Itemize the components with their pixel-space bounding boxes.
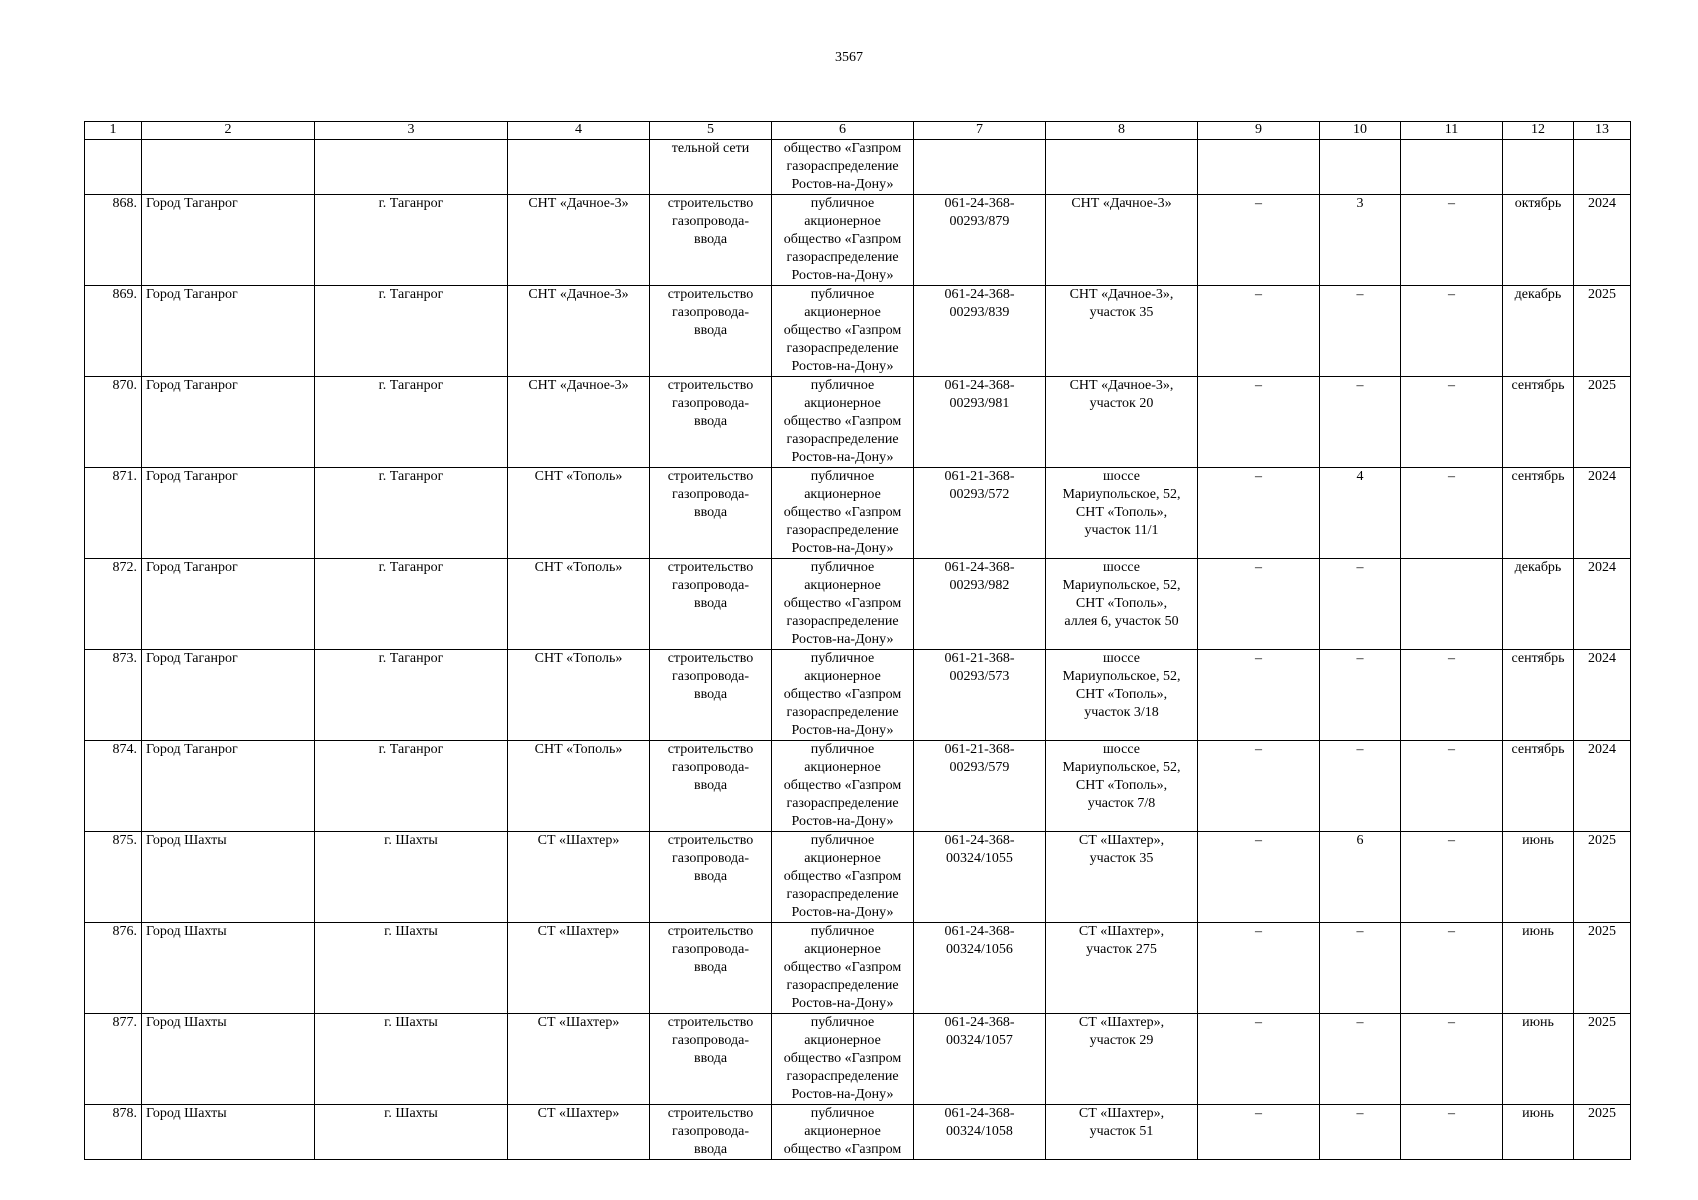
work-type-cell: строительство газопровода- ввода xyxy=(650,195,772,286)
register-table xyxy=(84,121,1631,1160)
object-cell: СНТ «Дачное-3» xyxy=(508,286,650,377)
organization-cell: публичное акционерное общество «Газпром газораспределение Ростов-на-Дону» xyxy=(772,650,914,741)
year-cell: 2024 xyxy=(1574,650,1631,741)
continued-row xyxy=(85,140,1631,195)
table-cell xyxy=(1320,140,1401,195)
month-cell: октябрь xyxy=(1503,195,1574,286)
table-cell xyxy=(1503,140,1574,195)
column-number-row xyxy=(85,122,1631,140)
settlement-cell: г. Таганрог xyxy=(315,741,508,832)
column-number: 13 xyxy=(1574,122,1631,140)
year-cell: 2025 xyxy=(1574,1105,1631,1160)
year-cell: 2025 xyxy=(1574,832,1631,923)
column-number: 12 xyxy=(1503,122,1574,140)
table-row xyxy=(85,286,1631,377)
address-cell: шоссе Мариупольское, 52, СНТ «Тополь», аллея 6, участок 50 xyxy=(1046,559,1198,650)
year-cell: 2024 xyxy=(1574,741,1631,832)
registry-code-cell: 061-24-368- 00293/879 xyxy=(914,195,1046,286)
column-11-cell xyxy=(1401,559,1503,650)
settlement-cell: г. Таганрог xyxy=(315,195,508,286)
row-number-cell: 874. xyxy=(85,741,142,832)
district-cell: Город Шахты xyxy=(142,923,315,1014)
column-11-cell: – xyxy=(1401,1014,1503,1105)
column-number: 9 xyxy=(1198,122,1320,140)
month-cell: сентябрь xyxy=(1503,741,1574,832)
registry-code-cell: 061-24-368- 00293/982 xyxy=(914,559,1046,650)
column-11-cell: – xyxy=(1401,650,1503,741)
column-10-cell: 3 xyxy=(1320,195,1401,286)
month-cell: сентябрь xyxy=(1503,650,1574,741)
month-cell: сентябрь xyxy=(1503,468,1574,559)
column-number: 1 xyxy=(85,122,142,140)
table-cell xyxy=(85,140,142,195)
work-type-cell: строительство газопровода- ввода xyxy=(650,468,772,559)
settlement-cell: г. Таганрог xyxy=(315,468,508,559)
work-type-cell: строительство газопровода- ввода xyxy=(650,923,772,1014)
table-row xyxy=(85,468,1631,559)
object-cell: СНТ «Тополь» xyxy=(508,559,650,650)
organization-cell: публичное акционерное общество «Газпром газораспределение Ростов-на-Дону» xyxy=(772,195,914,286)
address-cell: СНТ «Дачное-3», участок 35 xyxy=(1046,286,1198,377)
column-number: 2 xyxy=(142,122,315,140)
work-type-cell: строительство газопровода- ввода xyxy=(650,650,772,741)
column-11-cell: – xyxy=(1401,468,1503,559)
district-cell: Город Таганрог xyxy=(142,468,315,559)
row-number-cell: 876. xyxy=(85,923,142,1014)
column-number: 6 xyxy=(772,122,914,140)
page-number: 3567 xyxy=(835,50,863,65)
organization-cell: публичное акционерное общество «Газпром газораспределение Ростов-на-Дону» xyxy=(772,832,914,923)
year-cell: 2025 xyxy=(1574,377,1631,468)
registry-code-cell: 061-24-368- 00324/1058 xyxy=(914,1105,1046,1160)
row-number-cell: 875. xyxy=(85,832,142,923)
column-11-cell: – xyxy=(1401,286,1503,377)
registry-code-cell: 061-21-368- 00293/579 xyxy=(914,741,1046,832)
work-type-cell: строительство газопровода- ввода xyxy=(650,559,772,650)
month-cell: декабрь xyxy=(1503,559,1574,650)
year-cell: 2024 xyxy=(1574,468,1631,559)
address-cell: СТ «Шахтер», участок 29 xyxy=(1046,1014,1198,1105)
column-10-cell: – xyxy=(1320,377,1401,468)
object-cell: СТ «Шахтер» xyxy=(508,1014,650,1105)
row-number-cell: 871. xyxy=(85,468,142,559)
table-row xyxy=(85,741,1631,832)
organization-cell: публичное акционерное общество «Газпром газораспределение Ростов-на-Дону» xyxy=(772,741,914,832)
table-cell xyxy=(315,140,508,195)
district-cell: Город Таганрог xyxy=(142,286,315,377)
row-number-cell: 868. xyxy=(85,195,142,286)
registry-code-cell: 061-21-368- 00293/573 xyxy=(914,650,1046,741)
column-9-cell: – xyxy=(1198,559,1320,650)
object-cell: СНТ «Дачное-3» xyxy=(508,377,650,468)
year-cell: 2025 xyxy=(1574,923,1631,1014)
column-10-cell: – xyxy=(1320,741,1401,832)
address-cell: СТ «Шахтер», участок 35 xyxy=(1046,832,1198,923)
table-cell xyxy=(1574,140,1631,195)
column-9-cell: – xyxy=(1198,1014,1320,1105)
column-number: 5 xyxy=(650,122,772,140)
column-number: 3 xyxy=(315,122,508,140)
row-number-cell: 878. xyxy=(85,1105,142,1160)
column-number: 10 xyxy=(1320,122,1401,140)
district-cell: Город Таганрог xyxy=(142,741,315,832)
address-cell: шоссе Мариупольское, 52, СНТ «Тополь», участок 11/1 xyxy=(1046,468,1198,559)
table-row xyxy=(85,377,1631,468)
table-cell: тельной сети xyxy=(650,140,772,195)
work-type-cell: строительство газопровода- ввода xyxy=(650,1014,772,1105)
table-row xyxy=(85,195,1631,286)
row-number-cell: 872. xyxy=(85,559,142,650)
month-cell: декабрь xyxy=(1503,286,1574,377)
organization-cell: публичное акционерное общество «Газпром газораспределение Ростов-на-Дону» xyxy=(772,923,914,1014)
column-9-cell: – xyxy=(1198,377,1320,468)
table-row xyxy=(85,559,1631,650)
district-cell: Город Шахты xyxy=(142,1105,315,1160)
organization-cell: публичное акционерное общество «Газпром газораспределение Ростов-на-Дону» xyxy=(772,1014,914,1105)
object-cell: СТ «Шахтер» xyxy=(508,832,650,923)
year-cell: 2025 xyxy=(1574,286,1631,377)
organization-cell: публичное акционерное общество «Газпром газораспределение Ростов-на-Дону» xyxy=(772,286,914,377)
settlement-cell: г. Таганрог xyxy=(315,650,508,741)
registry-code-cell: 061-24-368- 00324/1055 xyxy=(914,832,1046,923)
address-cell: СТ «Шахтер», участок 51 xyxy=(1046,1105,1198,1160)
column-10-cell: – xyxy=(1320,650,1401,741)
organization-cell: публичное акционерное общество «Газпром газораспределение Ростов-на-Дону» xyxy=(772,468,914,559)
table-row xyxy=(85,1014,1631,1105)
address-cell: шоссе Мариупольское, 52, СНТ «Тополь», участок 7/8 xyxy=(1046,741,1198,832)
column-9-cell: – xyxy=(1198,650,1320,741)
column-10-cell: – xyxy=(1320,559,1401,650)
column-10-cell: – xyxy=(1320,923,1401,1014)
object-cell: СНТ «Дачное-3» xyxy=(508,195,650,286)
registry-code-cell: 061-24-368- 00293/981 xyxy=(914,377,1046,468)
work-type-cell: строительство газопровода- ввода xyxy=(650,832,772,923)
column-11-cell: – xyxy=(1401,195,1503,286)
month-cell: июнь xyxy=(1503,923,1574,1014)
month-cell: сентябрь xyxy=(1503,377,1574,468)
column-10-cell: – xyxy=(1320,286,1401,377)
column-9-cell: – xyxy=(1198,1105,1320,1160)
registry-code-cell: 061-21-368- 00293/572 xyxy=(914,468,1046,559)
column-number: 7 xyxy=(914,122,1046,140)
district-cell: Город Таганрог xyxy=(142,650,315,741)
table-cell xyxy=(914,140,1046,195)
settlement-cell: г. Шахты xyxy=(315,832,508,923)
address-cell: СТ «Шахтер», участок 275 xyxy=(1046,923,1198,1014)
column-11-cell: – xyxy=(1401,1105,1503,1160)
work-type-cell: строительство газопровода- ввода xyxy=(650,1105,772,1160)
table-cell xyxy=(1401,140,1503,195)
column-9-cell: – xyxy=(1198,286,1320,377)
settlement-cell: г. Таганрог xyxy=(315,377,508,468)
object-cell: СНТ «Тополь» xyxy=(508,741,650,832)
district-cell: Город Шахты xyxy=(142,832,315,923)
organization-cell: публичное акционерное общество «Газпром xyxy=(772,1105,914,1160)
registry-code-cell: 061-24-368- 00324/1057 xyxy=(914,1014,1046,1105)
column-number: 8 xyxy=(1046,122,1198,140)
object-cell: СНТ «Тополь» xyxy=(508,468,650,559)
year-cell: 2025 xyxy=(1574,1014,1631,1105)
settlement-cell: г. Шахты xyxy=(315,1105,508,1160)
settlement-cell: г. Таганрог xyxy=(315,286,508,377)
district-cell: Город Таганрог xyxy=(142,377,315,468)
table-row xyxy=(85,650,1631,741)
column-11-cell: – xyxy=(1401,923,1503,1014)
month-cell: июнь xyxy=(1503,1014,1574,1105)
row-number-cell: 877. xyxy=(85,1014,142,1105)
address-cell: СНТ «Дачное-3» xyxy=(1046,195,1198,286)
column-number: 4 xyxy=(508,122,650,140)
table-cell xyxy=(142,140,315,195)
table-row xyxy=(85,1105,1631,1160)
registry-code-cell: 061-24-368- 00324/1056 xyxy=(914,923,1046,1014)
settlement-cell: г. Шахты xyxy=(315,923,508,1014)
column-9-cell: – xyxy=(1198,923,1320,1014)
district-cell: Город Таганрог xyxy=(142,559,315,650)
column-number: 11 xyxy=(1401,122,1503,140)
settlement-cell: г. Шахты xyxy=(315,1014,508,1105)
table-cell: общество «Газпром газораспределение Ростов-на-Дону» xyxy=(772,140,914,195)
column-9-cell: – xyxy=(1198,832,1320,923)
table-row xyxy=(85,832,1631,923)
month-cell: июнь xyxy=(1503,1105,1574,1160)
registry-code-cell: 061-24-368- 00293/839 xyxy=(914,286,1046,377)
row-number-cell: 870. xyxy=(85,377,142,468)
table-cell xyxy=(1198,140,1320,195)
work-type-cell: строительство газопровода- ввода xyxy=(650,741,772,832)
year-cell: 2024 xyxy=(1574,195,1631,286)
district-cell: Город Таганрог xyxy=(142,195,315,286)
table-cell xyxy=(1046,140,1198,195)
object-cell: СТ «Шахтер» xyxy=(508,1105,650,1160)
district-cell: Город Шахты xyxy=(142,1014,315,1105)
year-cell: 2024 xyxy=(1574,559,1631,650)
work-type-cell: строительство газопровода- ввода xyxy=(650,377,772,468)
organization-cell: публичное акционерное общество «Газпром газораспределение Ростов-на-Дону» xyxy=(772,559,914,650)
row-number-cell: 873. xyxy=(85,650,142,741)
column-9-cell: – xyxy=(1198,468,1320,559)
column-10-cell: – xyxy=(1320,1105,1401,1160)
column-11-cell: – xyxy=(1401,832,1503,923)
column-10-cell: 4 xyxy=(1320,468,1401,559)
address-cell: СНТ «Дачное-3», участок 20 xyxy=(1046,377,1198,468)
column-11-cell: – xyxy=(1401,377,1503,468)
column-11-cell: – xyxy=(1401,741,1503,832)
column-9-cell: – xyxy=(1198,195,1320,286)
column-9-cell: – xyxy=(1198,741,1320,832)
object-cell: СТ «Шахтер» xyxy=(508,923,650,1014)
column-10-cell: – xyxy=(1320,1014,1401,1105)
address-cell: шоссе Мариупольское, 52, СНТ «Тополь», участок 3/18 xyxy=(1046,650,1198,741)
row-number-cell: 869. xyxy=(85,286,142,377)
object-cell: СНТ «Тополь» xyxy=(508,650,650,741)
month-cell: июнь xyxy=(1503,832,1574,923)
organization-cell: публичное акционерное общество «Газпром газораспределение Ростов-на-Дону» xyxy=(772,377,914,468)
settlement-cell: г. Таганрог xyxy=(315,559,508,650)
column-10-cell: 6 xyxy=(1320,832,1401,923)
table-row xyxy=(85,923,1631,1014)
work-type-cell: строительство газопровода- ввода xyxy=(650,286,772,377)
table-cell xyxy=(508,140,650,195)
